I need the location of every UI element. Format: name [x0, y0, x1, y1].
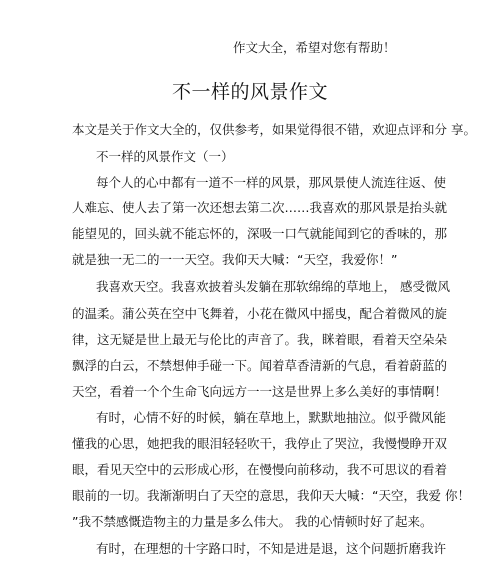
paragraph-line: 我喜欢天空。我喜欢披着头发躺在那软绵绵的草地上， 感受微风	[96, 279, 450, 294]
paragraph-line: 眼前的一切。我渐渐明白了天空的意思，我仰天大喊：“天空，我爱 你！	[72, 488, 470, 503]
paragraph-line: 每个人的心中都有一道不一样的风景，那风景使人流连往返、使	[96, 175, 447, 190]
header-note: 作文大全，希望对您有帮助！	[233, 40, 396, 55]
document-title: 不一样的风景作文	[171, 81, 328, 103]
paragraph-line: 人难忘、使人去了第一次还想去第二次……我喜欢的那风景是抬头就	[72, 200, 448, 215]
paragraph-line: 的温柔。蒲公英在空中飞舞着，小花在微风中摇曳，配合着微风的旋	[72, 306, 448, 321]
paragraph-line: 眼，看见天空中的云形成心形，在慢慢向前移动，我不可思议的看着	[72, 462, 448, 477]
intro-line: 本文是关于作文大全的，仅供参考，如果觉得很不错，欢迎点评和分 享。	[72, 122, 476, 137]
paragraph-line: 有时，心情不好的时候，躺在草地上，默默地抽泣。似乎微风能	[96, 410, 447, 425]
paragraph-line: 就是独一无二的一一天空。我仰天大喊：“天空，我爱你！”	[72, 252, 398, 267]
paragraph-line: 律，这无疑是世上最无与伦比的声音了。我，眯着眼，看着天空朵朵	[72, 332, 448, 347]
paragraph-line: 飘浮的白云，不禁想伸手碰一下。闻着草香清新的气息，看着蔚蓝的	[72, 358, 448, 373]
paragraph-line: ”我不禁感慨造物主的力量是多么伟大。 我的心情顿时好了起来。	[72, 514, 433, 529]
paragraph-line: 有时，在理想的十字路口时，不知是进是退，这个问题折磨我许	[96, 541, 447, 556]
section-heading: 不一样的风景作文（一）	[96, 149, 234, 164]
paragraph-line: 天空，看着一个个生命飞向远方一一这是世界上多么美好的事情啊！	[72, 384, 448, 399]
paragraph-line: 懂我的心思，她把我的眼泪轻轻吹干，我停止了哭泣，我慢慢睁开双	[72, 436, 448, 451]
paragraph-line: 能望见的，回头就不能忘怀的，深吸一口气就能闻到它的香味的，那	[72, 226, 448, 241]
